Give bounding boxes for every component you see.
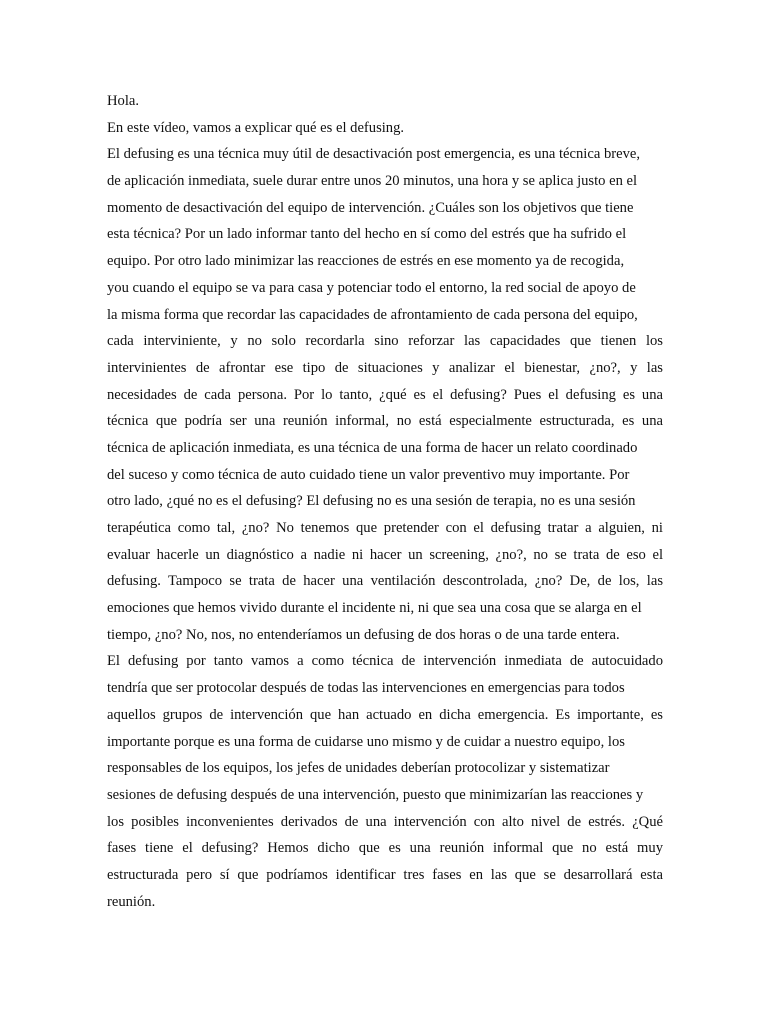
text-line: técnica que podría ser una reunión informal, no está especialmente estructurada, es una <box>107 413 663 430</box>
text-line: En este vídeo, vamos a explicar qué es el defusing. <box>107 119 405 136</box>
text-line: sesiones de defusing después de una intervención, puesto que minimizarían las reacciones y <box>107 786 644 803</box>
text-line: emociones que hemos vivido durante el incidente ni, ni que sea una cosa que se alarga en el <box>107 600 642 617</box>
text-line: importante porque es una forma de cuidarse uno mismo y de cuidar a nuestro equipo, los <box>107 733 625 750</box>
text-line: tendría que ser protocolar después de todas las intervenciones en emergencias para todos <box>107 680 625 697</box>
text-line: fases tiene el defusing? Hemos dicho que es una reunión informal que no está muy <box>107 840 663 857</box>
text-line: tiempo, ¿no? No, nos, no entenderíamos un defusing de dos horas o de una tarde entera. <box>107 626 620 643</box>
text-line: defusing. Tampoco se trata de hacer una ventilación descontrolada, ¿no? De, de los, las <box>107 573 663 590</box>
text-line: otro lado, ¿qué no es el defusing? El defusing no es una sesión de terapia, no es una sesión <box>107 493 636 510</box>
text-line: del suceso y como técnica de auto cuidado tiene un valor preventivo muy importante. Por <box>107 466 630 483</box>
text-line: los posibles inconvenientes derivados de una intervención con alto nivel de estrés. ¿Qué <box>107 813 663 830</box>
document-body <box>107 88 663 915</box>
text-line: la misma forma que recordar las capacidades de afrontamiento de cada persona del equipo, <box>107 306 638 323</box>
text-line: intervinientes de afrontar ese tipo de situaciones y analizar el bienestar, ¿no?, y las <box>107 359 663 376</box>
text-line: equipo. Por otro lado minimizar las reacciones de estrés en ese momento ya de recogida, <box>107 253 625 270</box>
text-line: necesidades de cada persona. Por lo tanto, ¿qué es el defusing? Pues el defusing es una <box>107 386 663 403</box>
text-line: estructurada pero sí que podríamos identificar tres fases en las que se desarrollará esta <box>107 866 663 883</box>
text-line: Hola. <box>107 93 140 109</box>
text-line: aquellos grupos de intervención que han actuado en dicha emergencia. Es importante, es <box>107 706 663 723</box>
text-line: cada interviniente, y no solo recordarla sino reforzar las capacidades que tienen los <box>107 333 663 350</box>
text-line: esta técnica? Por un lado informar tanto del hecho en sí como del estrés que ha sufrido el <box>107 226 627 243</box>
text-line: you cuando el equipo se va para casa y potenciar todo el entorno, la red social de apoyo de <box>107 279 636 296</box>
text-line: responsables de los equipos, los jefes de unidades deberían protocolizar y sistematizar <box>107 760 610 777</box>
text-line: técnica de aplicación inmediata, es una técnica de una forma de hacer un relato coordinado <box>107 439 638 456</box>
text-line: El defusing es una técnica muy útil de desactivación post emergencia, es una técnica breve, <box>107 146 641 163</box>
text-line: terapéutica como tal, ¿no? No tenemos que pretender con el defusing tratar a alguien, ni <box>107 520 663 536</box>
text-line: reunión. <box>107 893 156 910</box>
text-line: momento de desactivación del equipo de intervención. ¿Cuáles son los objetivos que tiene <box>107 199 634 216</box>
text-line: de aplicación inmediata, suele durar entre unos 20 minutos, una hora y se aplica justo en el <box>107 173 638 190</box>
text-line: evaluar hacerle un diagnóstico a nadie ni hacer un screening, ¿no?, no se trata de eso el <box>107 546 663 563</box>
text-line: El defusing por tanto vamos a como técnica de intervención inmediata de autocuidado <box>107 653 663 670</box>
